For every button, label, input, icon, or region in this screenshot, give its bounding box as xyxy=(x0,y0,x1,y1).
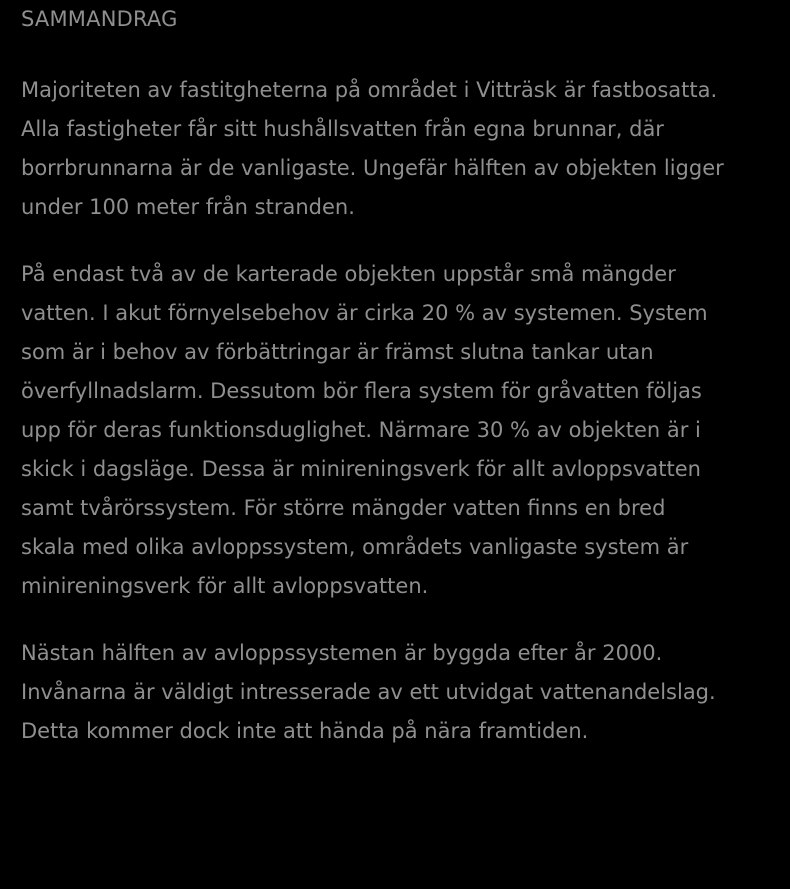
document-page xyxy=(21,0,781,751)
paragraph-line: Alla fastigheter får sitt hushållsvatten från egna brunnar, där xyxy=(21,117,664,141)
paragraph-1 xyxy=(21,71,781,227)
paragraph-line: som är i behov av förbättringar är främst slutna tankar utan xyxy=(21,340,654,364)
paragraph-line: Majoriteten av fastitgheterna på området i Vitträsk är fastbosatta. xyxy=(21,78,718,102)
paragraph-line: Nästan hälften av avloppssystemen är byggda efter år 2000. xyxy=(21,641,663,665)
paragraph-line: Invånarna är väldigt intresserade av ett utvidgat vattenandelslag. xyxy=(21,680,716,704)
paragraph-line: överfyllnadslarm. Dessutom bör flera system för gråvatten följas xyxy=(21,379,702,403)
paragraph-line: Detta kommer dock inte att hända på nära framtiden. xyxy=(21,719,589,743)
paragraph-line: skick i dagsläge. Dessa är minireningsverk för allt avloppsvatten xyxy=(21,457,701,481)
paragraph-line: minireningsverk för allt avloppsvatten. xyxy=(21,574,429,598)
paragraph-line: skala med olika avloppssystem, områdets vanligaste system är xyxy=(21,535,689,559)
paragraph-line: borrbrunnarna är de vanligaste. Ungefär hälften av objekten ligger xyxy=(21,156,724,180)
paragraph-line: vatten. I akut förnyelsebehov är cirka 20 % av systemen. System xyxy=(21,301,708,325)
paragraph-line: upp för deras funktionsduglighet. Närmare 30 % av objekten är i xyxy=(21,418,701,442)
paragraph-3 xyxy=(21,634,781,751)
summary-heading: SAMMANDRAG xyxy=(21,7,178,31)
paragraph-2 xyxy=(21,255,781,606)
paragraph-line: På endast två av de karterade objekten uppstår små mängder xyxy=(21,262,676,286)
paragraph-line: under 100 meter från stranden. xyxy=(21,195,355,219)
paragraph-line: samt tvårörssystem. För större mängder vatten finns en bred xyxy=(21,496,666,520)
